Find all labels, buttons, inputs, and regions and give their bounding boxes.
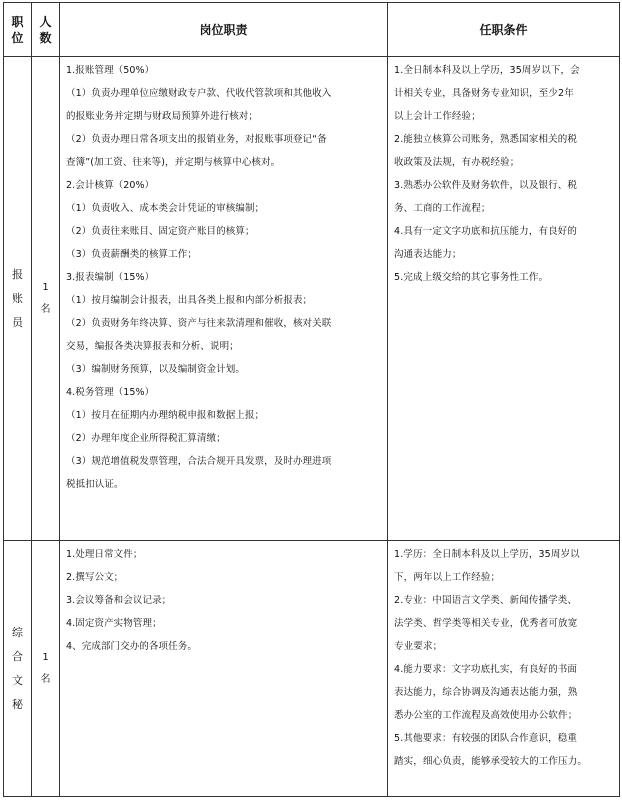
- count-cell: 1 名: [32, 541, 60, 797]
- text-line: （2）办理年度企业所得税汇算清缴；: [66, 433, 226, 444]
- text-line: 法学类、哲学类等相关专业，优秀者可放宽: [394, 618, 578, 629]
- text-line: 以上会计工作经验；: [394, 111, 481, 122]
- text-line: 悉办公室的工作流程及高效使用办公软件；: [394, 710, 578, 721]
- position-cell: 综 合 文 秘: [4, 541, 32, 797]
- text-line: 2.专业：中国语言文学类、新闻传播学类、: [394, 595, 578, 606]
- text-line: 1.处理日常文件；: [66, 549, 143, 560]
- requirements-list: [388, 541, 619, 773]
- text-line: （1）按月编制会计报表，出具各类上报和内部分析报表；: [66, 295, 313, 306]
- text-line: （2）负责往来账目、固定资产账目的核算；: [66, 226, 255, 237]
- text-line: 税抵扣认证。: [66, 479, 124, 490]
- table-row: [4, 57, 620, 541]
- text-line: 踏实，细心负责，能够承受较大的工作压力。: [394, 756, 588, 767]
- text-line: 收政策及法规，有办税经验；: [394, 157, 520, 168]
- requirements-cell: [388, 541, 620, 797]
- header-requirements: 任职条件: [388, 3, 620, 57]
- text-line: 4.能力要求：文字功底扎实，有良好的书面: [394, 664, 578, 675]
- count-cell: 1 名: [32, 57, 60, 541]
- text-line: 计相关专业，具备财务专业知识，至少2年: [394, 88, 574, 99]
- text-line: 表达能力，综合协调及沟通表达能力强，熟: [394, 687, 578, 698]
- text-line: 专业要求；: [394, 641, 443, 652]
- duties-cell: [60, 541, 388, 797]
- text-line: 1.全日制本科及以上学历，35周岁以下，会: [394, 65, 580, 76]
- text-line: 3.报表编制（15%）: [66, 272, 155, 283]
- header-position: 职 位: [4, 3, 32, 57]
- text-line: 下，两年以上工作经验；: [394, 572, 501, 583]
- text-line: 沟通表达能力；: [394, 249, 462, 260]
- text-line: 2.撰写公文；: [66, 572, 124, 583]
- text-line: 3.熟悉办公软件及财务软件，以及银行、税: [394, 180, 578, 191]
- text-line: 3.会议筹备和会议记录；: [66, 595, 172, 606]
- job-table: [3, 2, 620, 797]
- text-line: 查簿”(加工资、往来等)，并定期与核算中心核对。: [66, 157, 281, 168]
- text-line: 4.具有一定文字功底和抗压能力，有良好的: [394, 226, 578, 237]
- text-line: 2.能独立核算公司账务，熟悉国家相关的税: [394, 134, 578, 145]
- requirements-cell: [388, 57, 620, 541]
- text-line: 5.其他要求：有较强的团队合作意识，稳重: [394, 733, 578, 744]
- text-line: （3）编制财务预算，以及编制资金计划。: [66, 364, 245, 375]
- text-line: （2）负责财务年终决算、资产与往来款清理和催收，核对关联: [66, 318, 332, 329]
- text-line: 1.报账管理（50%）: [66, 65, 155, 76]
- text-line: （1）负责办理单位应缴财政专户款、代收代管款项和其他收入: [66, 88, 332, 99]
- requirements-list: [388, 57, 619, 289]
- text-line: （3）负责薪酬类的核算工作；: [66, 249, 197, 260]
- duties-list: [60, 541, 387, 658]
- text-line: （1）负责收入、成本类会计凭证的审核编制；: [66, 203, 265, 214]
- text-line: 4.固定资产实物管理；: [66, 618, 162, 629]
- text-line: （2）负责办理日常各项支出的报销业务，对报账事项登记“备: [66, 134, 327, 145]
- header-count: 人 数: [32, 3, 60, 57]
- text-line: 务、工商的工作流程；: [394, 203, 491, 214]
- text-line: 的报账业务并定期与财政局预算外进行核对；: [66, 111, 259, 122]
- table-row: [4, 541, 620, 797]
- position-cell: 报 账 员: [4, 57, 32, 541]
- duties-list: [60, 57, 387, 496]
- text-line: 5.完成上级交给的其它事务性工作。: [394, 272, 549, 283]
- duties-cell: [60, 57, 388, 541]
- header-row: [4, 3, 620, 57]
- text-line: （1）按月在征期内办理纳税申报和数据上报；: [66, 410, 265, 421]
- text-line: 2.会计核算（20%）: [66, 180, 155, 191]
- text-line: 交易，编报各类决算报表和分析、说明；: [66, 341, 239, 352]
- text-line: （3）规范增值税发票管理，合法合规开具发票，及时办理进项: [66, 456, 332, 467]
- text-line: 1.学历：全日制本科及以上学历，35周岁以: [394, 549, 580, 560]
- text-line: 4、完成部门交办的各项任务。: [66, 641, 197, 652]
- header-duties: 岗位职责: [60, 3, 388, 57]
- text-line: 4.税务管理（15%）: [66, 387, 155, 398]
